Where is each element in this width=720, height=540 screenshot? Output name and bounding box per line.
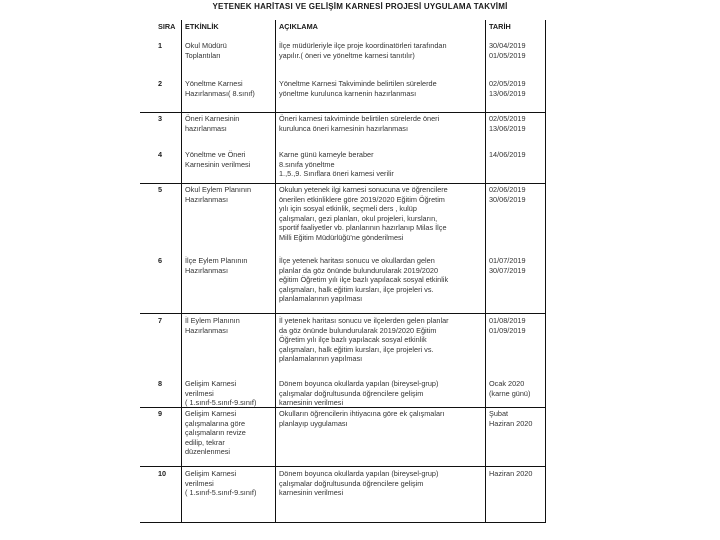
- description-line: 1.,5.,9. Sınıflara öneri karnesi verilir: [279, 169, 394, 179]
- activity-cell: [185, 379, 275, 408]
- description-line: karnesinin verilmesi: [279, 488, 344, 498]
- description-line: yöneltme kurulunca karnenin hazırlanması: [279, 88, 417, 98]
- header-sira: SIRA: [158, 22, 176, 31]
- activity-cell: [185, 409, 275, 457]
- activity-cell: [185, 150, 275, 169]
- description-line: yılı için sosyal etkinlik, seçmeli ders , kulüp: [279, 204, 417, 214]
- description-cell: [279, 114, 484, 133]
- row-number: 6: [158, 256, 163, 265]
- date-line: (karne günü): [489, 388, 531, 398]
- date-cell: [489, 185, 545, 204]
- row-number: 7: [158, 316, 163, 325]
- activity-line: İlçe Eylem Planının: [185, 256, 248, 265]
- activity-line: Gelişim Karnesi: [185, 409, 237, 418]
- column-divider-etkinlik: [275, 20, 276, 523]
- activity-cell: [185, 114, 275, 133]
- activity-line: Gelişim Karnesi: [185, 379, 237, 388]
- description-line: İlçe müdürleriyle ilçe proje koordinatörleri tarafından: [279, 41, 447, 50]
- activity-line: edilip, tekrar: [185, 437, 225, 447]
- activity-line: Okul Müdürü: [185, 41, 227, 50]
- activity-line: İl Eylem Planının: [185, 316, 240, 325]
- activity-line: verilmesi: [185, 388, 214, 398]
- description-line: Öğretim yılı ilçe bazlı yapılacak sosyal etkinlik: [279, 335, 427, 345]
- activity-line: Hazırlanması( 8.sınıf): [185, 88, 255, 98]
- table-right-border: [545, 20, 546, 523]
- description-cell: [279, 79, 484, 98]
- column-divider-sira: [181, 20, 182, 523]
- row-divider: [140, 183, 546, 184]
- date-line: 01/07/2019: [489, 256, 526, 265]
- activity-cell: [185, 316, 275, 335]
- description-line: Okulun yetenek ilgi karnesi sonucuna ve öğrencilere: [279, 185, 448, 194]
- description-line: çalışmaları, gezi planları, okul projeleri, kursların,: [279, 213, 438, 223]
- date-cell: [489, 150, 545, 160]
- schedule-table: [152, 20, 546, 523]
- description-cell: [279, 409, 484, 428]
- description-line: çalışmaları, halk eğitim kursları, ilçe projeleri vs.: [279, 344, 434, 354]
- row-number: 10: [158, 469, 167, 478]
- activity-line: Gelişim Karnesi: [185, 469, 237, 478]
- description-line: sportif faaliyetler vb. planlarının hazırlanıp Milas İlçe: [279, 223, 447, 233]
- document-title: YETENEK HARİTASI VE GELİŞİM KARNESİ PROJESİ UYGULAMA TAKVİMİ: [212, 2, 508, 11]
- description-cell: [279, 256, 484, 304]
- date-line: Haziran 2020: [489, 469, 533, 478]
- row-divider: [140, 112, 546, 113]
- description-line: önerilen etkinliklere göre 2019/2020 Eğitim Öğretim: [279, 194, 445, 204]
- header-tarih: TARİH: [489, 22, 511, 31]
- description-line: Yöneltme Karnesi Takviminde belirtilen sürelerde: [279, 79, 437, 88]
- description-line: yapılır.( öneri ve yöneltme karnesi tanıtılır): [279, 50, 415, 60]
- activity-line: düzenlenmesi: [185, 447, 231, 457]
- activity-cell: [185, 469, 275, 498]
- description-line: Öneri karnesi takviminde belirtilen sürelerde öneri: [279, 114, 440, 123]
- description-cell: [279, 379, 484, 408]
- description-cell: [279, 150, 484, 179]
- description-line: çalışmalar doğrultusunda öğrencilere gelişim: [279, 478, 424, 488]
- date-line: 13/06/2019: [489, 88, 526, 98]
- activity-line: verilmesi: [185, 478, 214, 488]
- row-divider: [140, 313, 546, 314]
- date-line: Ocak 2020: [489, 379, 525, 388]
- column-divider-aciklama: [485, 20, 486, 523]
- description-line: Karne günü karneyle beraber: [279, 150, 374, 159]
- row-number: 9: [158, 409, 163, 418]
- row-number: 8: [158, 379, 163, 388]
- date-cell: [489, 316, 545, 335]
- description-line: planlamalarının yapılması: [279, 294, 363, 304]
- description-line: Dönem boyunca okullarda yapılan (bireysel-grup): [279, 469, 439, 478]
- description-cell: [279, 185, 484, 243]
- description-line: eğitim Öğretim yılı ilçe bazlı yapılacak sosyal etkinlik: [279, 275, 449, 285]
- activity-line: Hazırlanması: [185, 194, 228, 204]
- description-line: kurulunca öneri karnesinin hazırlanması: [279, 123, 408, 133]
- activity-line: Hazırlanması: [185, 265, 228, 275]
- row-number: 3: [158, 114, 163, 123]
- activity-cell: [185, 256, 275, 275]
- date-cell: [489, 409, 545, 428]
- header-aciklama: AÇIKLAMA: [279, 22, 318, 31]
- table-bottom-border: [140, 522, 546, 523]
- description-line: çalışmalar doğrultusunda öğrencilere gelişim: [279, 388, 424, 398]
- activity-line: hazırlanması: [185, 123, 227, 133]
- description-line: da göz önünde bulundurularak 2019/2020 Eğitim: [279, 325, 437, 335]
- description-cell: [279, 469, 484, 498]
- date-cell: [489, 256, 545, 275]
- description-line: 8.sınıfa yöneltme: [279, 159, 335, 169]
- activity-line: Öneri Karnesinin: [185, 114, 240, 123]
- date-line: Şubat: [489, 409, 509, 418]
- description-line: çalışmaları, halk eğitim kursları, ilçe projeleri vs.: [279, 284, 434, 294]
- date-cell: [489, 469, 545, 479]
- row-divider: [140, 466, 546, 467]
- date-line: 14/06/2019: [489, 150, 526, 159]
- date-cell: [489, 41, 545, 60]
- activity-cell: [185, 185, 275, 204]
- description-line: İlçe yetenek haritası sonucu ve okullardan gelen: [279, 256, 435, 265]
- description-line: planlayıp uygulaması: [279, 418, 348, 428]
- activity-line: Yöneltme Karnesi: [185, 79, 243, 88]
- description-line: Dönem boyunca okullarda yapılan (bireysel-grup): [279, 379, 439, 388]
- date-line: 13/06/2019: [489, 123, 526, 133]
- description-line: İl yetenek haritası sonucu ve ilçelerden gelen planlar: [279, 316, 449, 325]
- activity-line: Karnesinin verilmesi: [185, 159, 251, 169]
- date-cell: [489, 79, 545, 98]
- activity-cell: [185, 79, 275, 98]
- date-line: 01/09/2019: [489, 325, 526, 335]
- activity-line: Hazırlanması: [185, 325, 228, 335]
- row-number: 1: [158, 41, 163, 50]
- row-number: 2: [158, 79, 163, 88]
- activity-line: ( 1.sınıf-5.sınıf-9.sınıf): [185, 398, 257, 408]
- activity-line: Okul Eylem Planının: [185, 185, 252, 194]
- date-line: 30/07/2019: [489, 265, 526, 275]
- date-line: 01/08/2019: [489, 316, 526, 325]
- description-line: Milli Eğitim Müdürlüğü'ne gönderilmesi: [279, 232, 404, 242]
- description-cell: [279, 316, 484, 364]
- date-line: 02/05/2019: [489, 79, 526, 88]
- date-line: 30/04/2019: [489, 41, 526, 50]
- date-cell: [489, 114, 545, 133]
- date-line: 02/06/2019: [489, 185, 526, 194]
- activity-line: ( 1.sınıf-5.sınıf-9.sınıf): [185, 488, 257, 498]
- description-line: karnesinin verilmesi: [279, 398, 344, 408]
- description-line: Okulların öğrencilerin ihtiyacına göre ek çalışmaları: [279, 409, 445, 418]
- row-number: 4: [158, 150, 163, 159]
- row-number: 5: [158, 185, 163, 194]
- date-line: 30/06/2019: [489, 194, 526, 204]
- activity-cell: [185, 41, 275, 60]
- description-line: planlamalarının yapılması: [279, 354, 363, 364]
- activity-line: Toplantıları: [185, 50, 221, 60]
- date-line: 02/05/2019: [489, 114, 526, 123]
- date-line: 01/05/2019: [489, 50, 526, 60]
- date-cell: [489, 379, 545, 398]
- activity-line: Yöneltme ve Öneri: [185, 150, 246, 159]
- description-cell: [279, 41, 484, 60]
- header-etkinlik: ETKİNLİK: [185, 22, 219, 31]
- activity-line: çalışmaların revize: [185, 428, 246, 438]
- activity-line: çalışmalarına göre: [185, 418, 246, 428]
- date-line: Haziran 2020: [489, 418, 533, 428]
- description-line: planlar da göz önünde bulundurularak 2019/2020: [279, 265, 439, 275]
